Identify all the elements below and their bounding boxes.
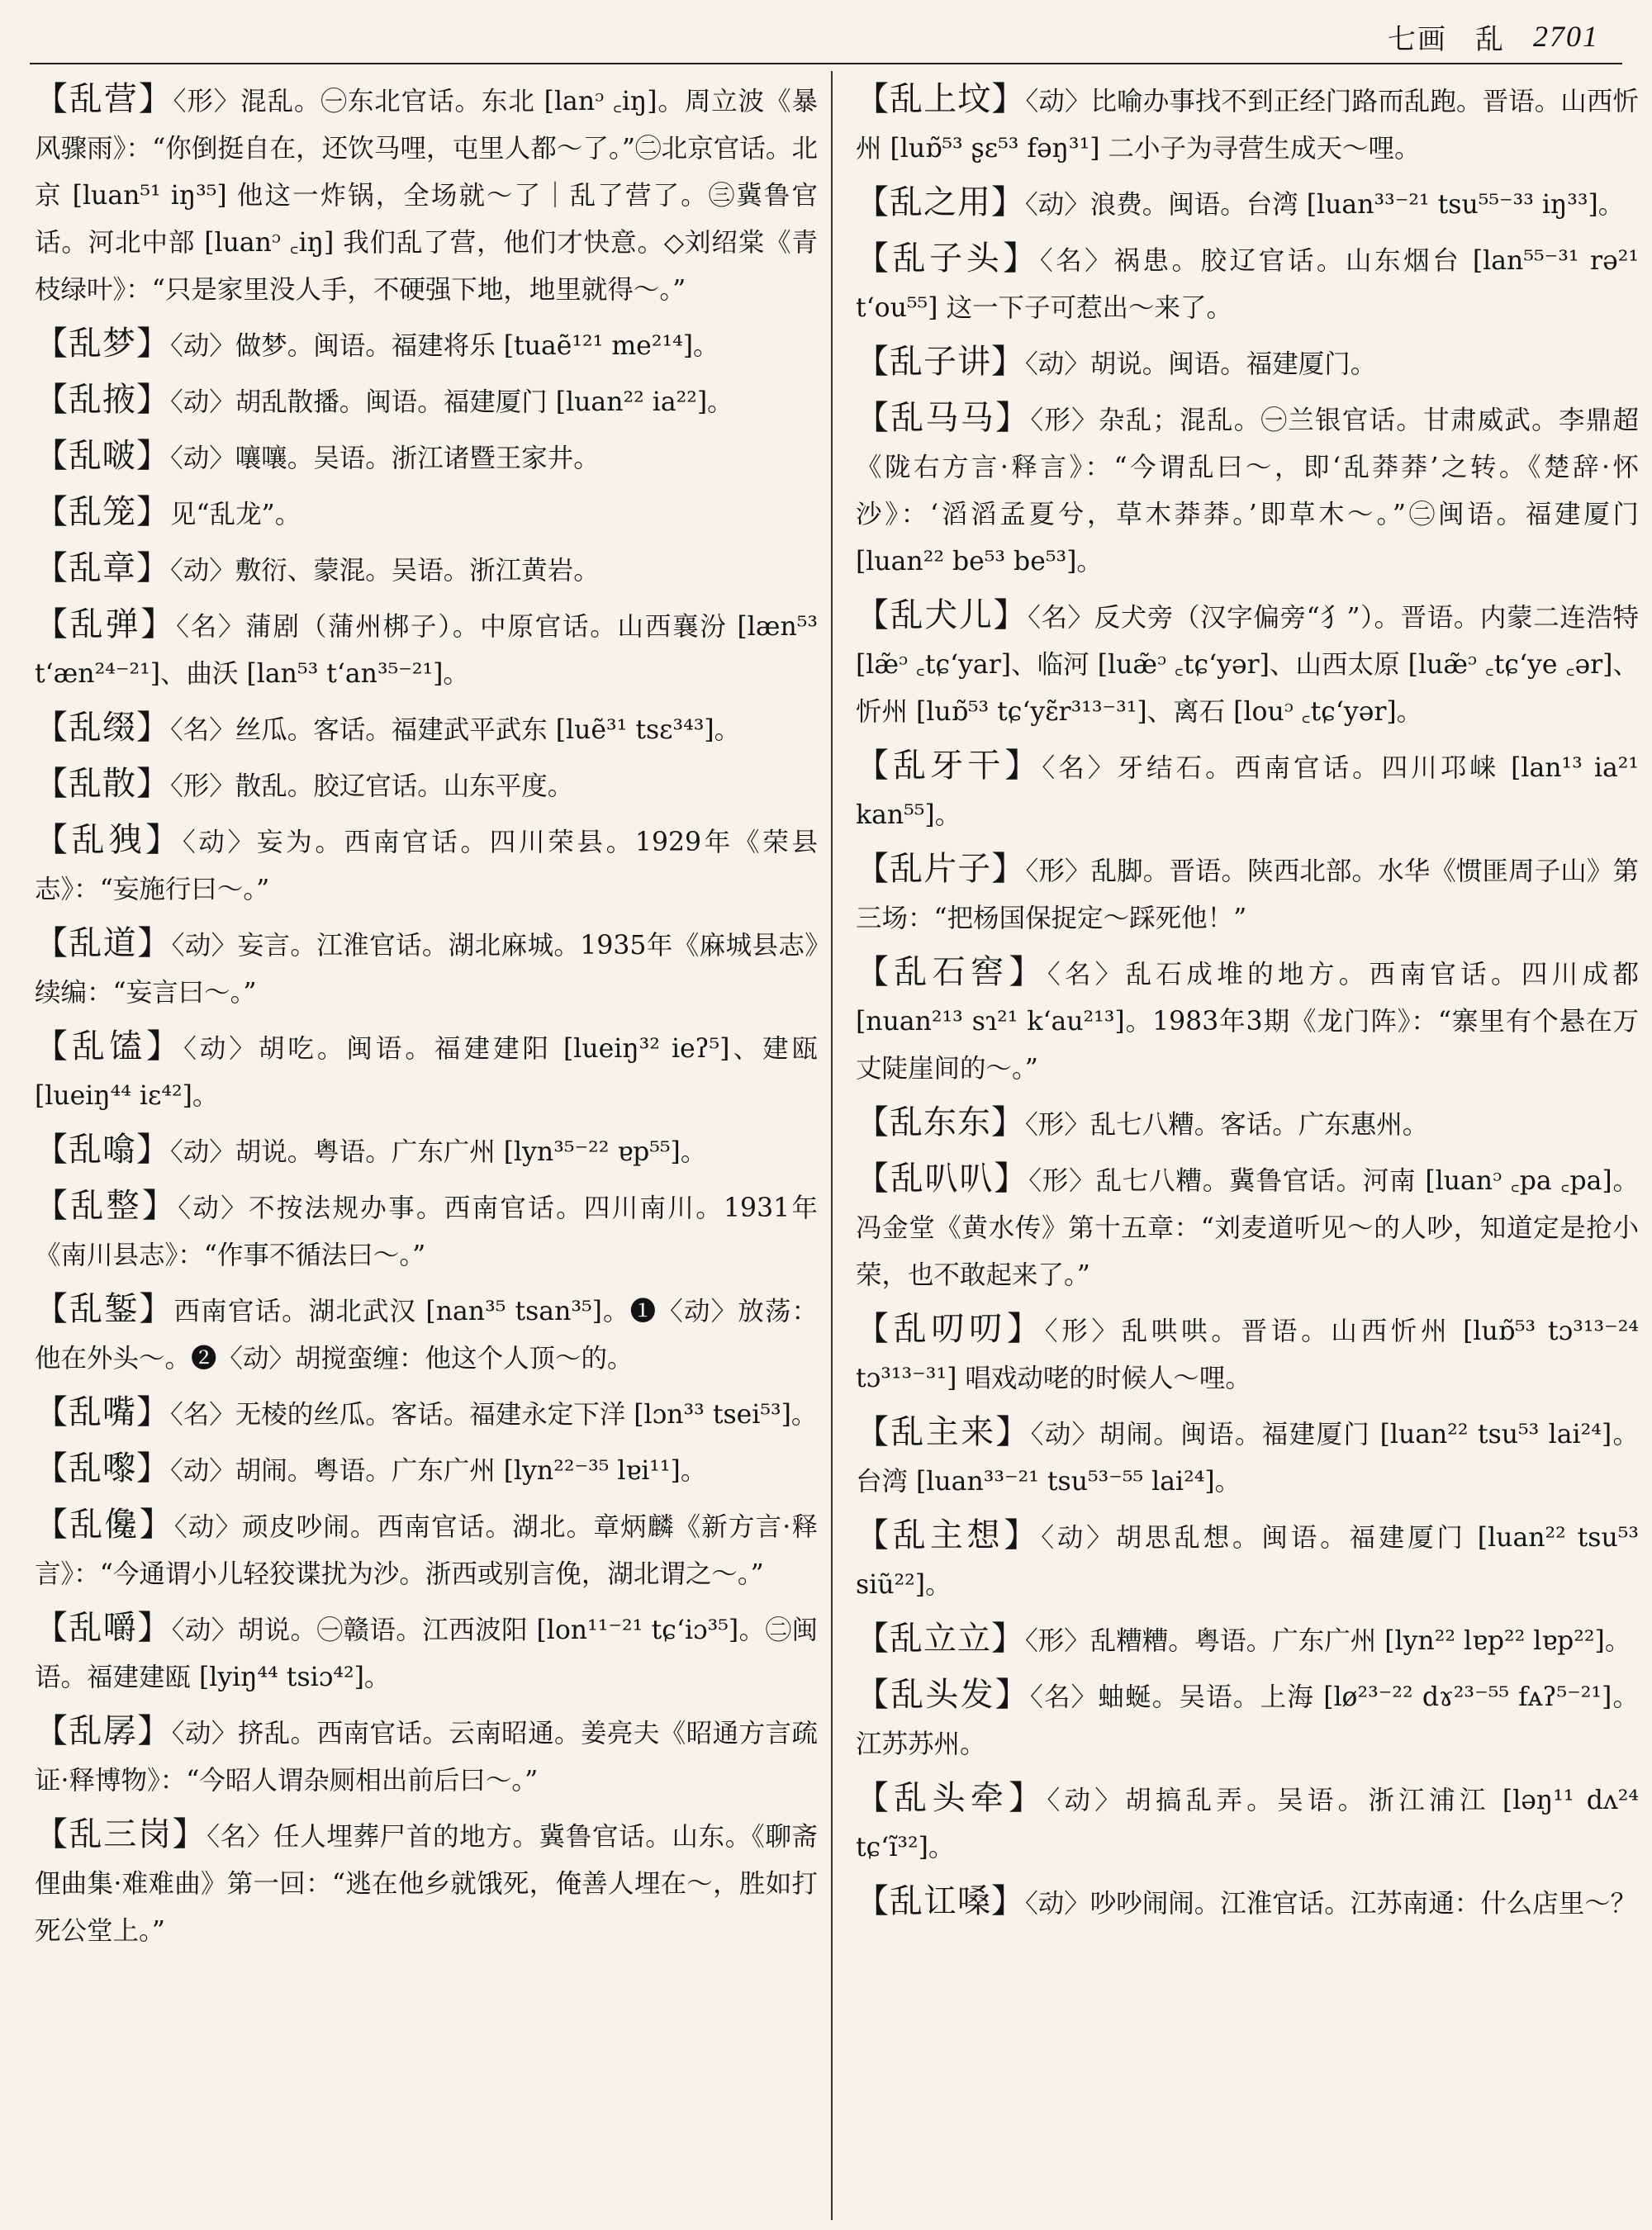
entry-headword: 【乱嘴】 [35, 1393, 170, 1431]
dictionary-entry [856, 395, 1639, 586]
entry-definition: 〈动〉胡说。㊀赣语。江西波阳 [lon¹¹⁻²¹ tɕʻiɔ³⁵]。㊁闽语。福建建瓯 [lyiŋ⁴⁴ tsiɔ⁴²]。 [35, 1616, 818, 1692]
dictionary-entry [35, 1183, 818, 1279]
entry-definition: 〈动〉挤乱。西南官话。云南昭通。姜亮夫《昭通方言疏证·释博物》：“今昭人谓杂厕相出前后曰～。” [35, 1719, 818, 1796]
dictionary-entry [35, 1811, 818, 1955]
page-number: 2701 [1533, 20, 1599, 53]
dictionary-entry [35, 377, 818, 426]
entry-headword: 【乱道】 [35, 924, 172, 962]
entry-definition: 〈动〉妄为。西南官话。四川荣县。1929年《荣县志》：“妄施行曰～。” [35, 828, 818, 904]
entry-headword: 【乱錾】 [35, 1290, 174, 1328]
entry-definition: 见“乱龙”。 [170, 500, 301, 529]
right-column [856, 76, 1639, 2215]
dictionary-entry [35, 1127, 818, 1176]
entry-definition: 〈形〉杂乱；混乱。㊀兰银官话。甘肃威武。李鼎超《陇右方言·释言》：“今谓乱曰～，即‘乱莽莽’之转。《楚辞·怀沙》：‘滔滔孟夏兮，草木莽莽。’即草木～。”㊁闽语。福建厦门 [luan²² be⁵³ be⁵³]。 [856, 406, 1639, 576]
entry-headword: 【乱孱】 [35, 1712, 172, 1750]
entry-headword: 【乱噏】 [35, 1131, 170, 1169]
entry-definition: 〈动〉吵吵闹闹。江淮官话。江苏南通：什么店里～？ [1025, 1889, 1637, 1919]
entry-headword: 【乱营】 [35, 80, 173, 118]
entry-definition: 〈动〉胡说。粤语。广东广州 [lyn³⁵⁻²² ɐp⁵⁵]。 [170, 1137, 707, 1167]
header-section: 七画 [1388, 22, 1447, 56]
entry-headword: 【乱叨叨】 [856, 1310, 1045, 1348]
entry-definition: 西南官话。湖北武汉 [nan³⁵ tsan³⁵]。❶〈动〉放荡：他在外头～。❷〈动〉胡搅蛮缠：他这个人顶～的。 [35, 1297, 818, 1374]
entry-definition: 〈形〉乱七八糟。客话。广东惠州。 [1025, 1110, 1429, 1140]
dictionary-entry [856, 76, 1639, 173]
entry-headword: 【乱子头】 [856, 240, 1040, 278]
dictionary-entry [856, 339, 1639, 388]
dictionary-entry [35, 920, 818, 1017]
entry-definition: 〈动〉胡闹。粤语。广东广州 [lyn²²⁻³⁵ lɐi¹¹]。 [170, 1456, 707, 1486]
entry-headword: 【乱㹭】 [35, 821, 183, 859]
entry-headword: 【乱章】 [35, 549, 170, 587]
entry-definition: 〈形〉乱七八糟。冀鲁官话。河南 [luanᵓ ꜀pa ꜀pa]。冯金堂《黄水传》第十五章：“刘麦道听见～的人吵，知道定是抢小荣，也不敢起来了。” [856, 1166, 1639, 1290]
entry-definition: 〈动〉嚷嚷。吴语。浙江诸暨王家井。 [170, 444, 600, 473]
entry-definition: 〈名〉丝瓜。客话。福建武平武东 [luẽ³¹ tsɛ³⁴³]。 [170, 715, 741, 745]
dictionary-entry [856, 1775, 1639, 1872]
header-rule [30, 63, 1622, 64]
entry-definition: 〈形〉混乱。㊀东北官话。东北 [lanᵓ ꜀iŋ]。周立波《暴风骤雨》：“你倒挺自在，还饮马哩，屯里人都～了。”㊁北京官话。北京 [luan⁵¹ iŋ³⁵] 他这一炸锅，全场就～了｜乱了营了。㊂冀鲁官话。河北中部 [luanᵓ ꜀iŋ] 我们乱了营，他们才快意。◇刘绍棠《青枝绿叶》：“只是家里没人手，不硬强下地，地里就得～。” [35, 87, 818, 305]
dictionary-entry [35, 601, 818, 698]
entry-headword: 【乱牙干】 [856, 747, 1042, 785]
entry-headword: 【乱犬儿】 [856, 596, 1028, 634]
dictionary-entry [856, 1155, 1639, 1299]
entry-headword: 【乱整】 [35, 1187, 178, 1225]
entry-headword: 【乱馌】 [35, 1027, 184, 1065]
entry-headword: 【乱石窖】 [856, 953, 1047, 991]
dictionary-entry [35, 433, 818, 482]
dictionary-entry [35, 1286, 818, 1383]
dictionary-entry [35, 320, 818, 370]
entry-headword: 【乱之用】 [856, 183, 1025, 221]
entry-headword: 【乱片子】 [856, 850, 1026, 888]
entry-headword: 【乱梦】 [35, 325, 170, 363]
dictionary-entry [35, 1389, 818, 1439]
entry-headword: 【乱头牵】 [856, 1779, 1047, 1817]
entry-definition: 〈形〉散乱。胶辽官话。山东平度。 [170, 771, 574, 801]
dictionary-entry [856, 235, 1639, 332]
dictionary-entry [35, 705, 818, 754]
dictionary-entry [35, 761, 818, 810]
dictionary-entry [35, 1502, 818, 1598]
dictionary-entry [856, 179, 1639, 229]
page-header [1388, 15, 1599, 58]
entry-definition: 〈名〉任人埋葬尸首的地方。冀鲁官话。山东。《聊斋俚曲集·难难曲》第一回：“逃在他乡就饿死，俺善人埋在～，胜如打死公堂上。” [35, 1822, 818, 1946]
entry-definition: 〈动〉妄言。江淮官话。湖北麻城。1935年《麻城县志》续编：“妄言曰～。” [35, 931, 818, 1008]
entry-definition: 〈动〉顽皮吵闹。西南官话。湖北。章炳麟《新方言·释言》：“今通谓小儿轻狡谍扰为沙。浙西或别言俛，湖北谓之～。” [35, 1512, 818, 1589]
entry-definition: 〈形〉乱脚。晋语。陕西北部。水华《惯匪周子山》第三场：“把杨国保捉定～踩死他！” [856, 856, 1639, 933]
dictionary-entry [856, 1099, 1639, 1149]
entry-headword: 【乱马马】 [856, 399, 1031, 437]
entry-headword: 【乱嚟】 [35, 1450, 170, 1487]
dictionary-entry [856, 592, 1639, 736]
entry-definition: 〈形〉乱糟糟。粤语。广东广州 [lyn²² lɐp²² lɐp²²]。 [1025, 1626, 1631, 1656]
entry-definition: 〈动〉不按法规办事。西南官话。四川南川。1931年《南川县志》：“作事不循法曰～。” [35, 1193, 818, 1270]
entry-definition: 〈名〉祸患。胶辽官话。山东烟台 [lan⁵⁵⁻³¹ rə²¹ tʻou⁵⁵] 这一下子可惹出～来了。 [856, 246, 1639, 323]
entry-definition: 〈名〉蒲剧（蒲州梆子）。中原官话。山西襄汾 [læn⁵³ tʻæn²⁴⁻²¹]、曲沃 [lan⁵³ tʻan³⁵⁻²¹]。 [35, 612, 818, 689]
entry-headword: 【乱笼】 [35, 493, 170, 531]
left-column [35, 76, 818, 2215]
entry-definition: 〈名〉反犬旁（汉字偏旁“犭”）。晋语。内蒙二连浩特 [læ̃ᵓ ꜀tɕʻyar]、临河 [luæ̃ᵓ ꜀tɕʻyər]、山西太原 [luæ̃ᵓ ꜀tɕʻye ꜀ər]、忻州 [luɒ̃⁵³ tɕʻyɛ̃r³¹³⁻³¹]、离石 [louᵓ ꜀tɕʻyər]。 [856, 603, 1639, 727]
dictionary-entry [856, 949, 1639, 1093]
entry-headword: 【乱主来】 [856, 1413, 1031, 1451]
dictionary-entry [856, 1616, 1639, 1665]
header-char: 乱 [1475, 22, 1505, 56]
dictionary-entry [35, 1023, 818, 1120]
entry-definition: 〈动〉胡吃。闽语。福建建阳 [lueiŋ³² ieʔ⁵]、建瓯 [lueiŋ⁴⁴ iɛ⁴²]。 [35, 1034, 818, 1111]
dictionary-entry [35, 1708, 818, 1805]
entry-headword: 【乱嚼】 [35, 1609, 172, 1647]
dictionary-entry [35, 76, 818, 314]
entry-headword: 【乱掖】 [35, 381, 170, 419]
entry-headword: 【乱上坟】 [856, 80, 1026, 118]
entry-headword: 【乱立立】 [856, 1620, 1025, 1658]
entry-definition: 〈动〉胡思乱想。闽语。福建厦门 [luan²² tsu⁵³ siũ²²]。 [856, 1523, 1639, 1600]
entry-definition: 〈动〉做梦。闽语。福建将乐 [tuaẽ¹²¹ me²¹⁴]。 [170, 331, 719, 361]
entry-headword: 【乱缀】 [35, 709, 170, 747]
entry-headword: 【乱三岗】 [35, 1815, 207, 1853]
entry-definition: 〈名〉牙结石。西南官话。四川邛崃 [lan¹³ ia²¹ kan⁵⁵]。 [856, 753, 1639, 830]
entry-definition: 〈动〉浪费。闽语。台湾 [luan³³⁻²¹ tsu⁵⁵⁻³³ iŋ³³]。 [1025, 190, 1625, 220]
entry-definition: 〈动〉比喻办事找不到正经门路而乱跑。晋语。山西忻州 [luɒ̃⁵³ ʂɛ⁵³ fəŋ³¹] 二小子为寻营生成天～哩。 [856, 87, 1639, 164]
dictionary-entry [856, 1306, 1639, 1402]
dictionary-entry [856, 743, 1639, 839]
entry-definition: 〈名〉无棱的丝瓜。客话。福建永定下洋 [lɔn³³ tsei⁵³]。 [170, 1400, 818, 1430]
dictionary-entry [35, 489, 818, 539]
entry-definition: 〈动〉胡搞乱弄。吴语。浙江浦江 [ləŋ¹¹ dʌ²⁴ tɕʻĩ³²]。 [856, 1786, 1639, 1862]
entry-definition: 〈名〉乱石成堆的地方。西南官话。四川成都 [nuan²¹³ sɿ²¹ kʻau²¹³]。1983年3期《龙门阵》：“寨里有个悬在万丈陡崖间的～。” [856, 960, 1639, 1084]
entry-headword: 【乱子讲】 [856, 343, 1025, 381]
entry-definition: 〈形〉乱哄哄。晋语。山西忻州 [luɒ̃⁵³ tɔ³¹³⁻²⁴ tɔ³¹³⁻³¹] 唱戏动咾的时候人～哩。 [856, 1317, 1639, 1393]
entry-definition: 〈名〉蚰蜒。吴语。上海 [lø²³⁻²² dɤ²³⁻⁵⁵ fᴀʔ⁵⁻²¹]。江苏苏州。 [856, 1682, 1639, 1759]
column-divider [831, 71, 833, 2220]
entry-headword: 【乱主想】 [856, 1516, 1042, 1554]
dictionary-entry [856, 846, 1639, 942]
entry-headword: 【乱儳】 [35, 1506, 174, 1544]
dictionary-entry [35, 1445, 818, 1495]
dictionary-entry [35, 545, 818, 595]
dictionary-entry [856, 1672, 1639, 1768]
entry-headword: 【乱讧嗓】 [856, 1882, 1025, 1920]
dictionary-entry [856, 1512, 1639, 1609]
entry-headword: 【乱叭叭】 [856, 1160, 1029, 1198]
entry-definition: 〈动〉敷衍、蒙混。吴语。浙江黄岩。 [170, 556, 600, 586]
dictionary-entry [35, 817, 818, 913]
dictionary-entry [35, 1605, 818, 1701]
entry-headword: 【乱散】 [35, 765, 170, 803]
entry-definition: 〈动〉胡乱散播。闽语。福建厦门 [luan²² ia²²]。 [170, 387, 733, 417]
entry-headword: 【乱东东】 [856, 1103, 1025, 1141]
entry-headword: 【乱头发】 [856, 1676, 1031, 1714]
entry-definition: 〈动〉胡说。闽语。福建厦门。 [1025, 349, 1377, 379]
entry-headword: 【乱啵】 [35, 437, 170, 475]
dictionary-entry [856, 1409, 1639, 1506]
entry-definition: 〈动〉胡闹。闽语。福建厦门 [luan²² tsu⁵³ lai²⁴]。台湾 [luan³³⁻²¹ tsu⁵³⁻⁵⁵ lai²⁴]。 [856, 1420, 1639, 1497]
dictionary-entry [856, 1878, 1639, 1928]
entry-headword: 【乱弹】 [35, 605, 177, 643]
